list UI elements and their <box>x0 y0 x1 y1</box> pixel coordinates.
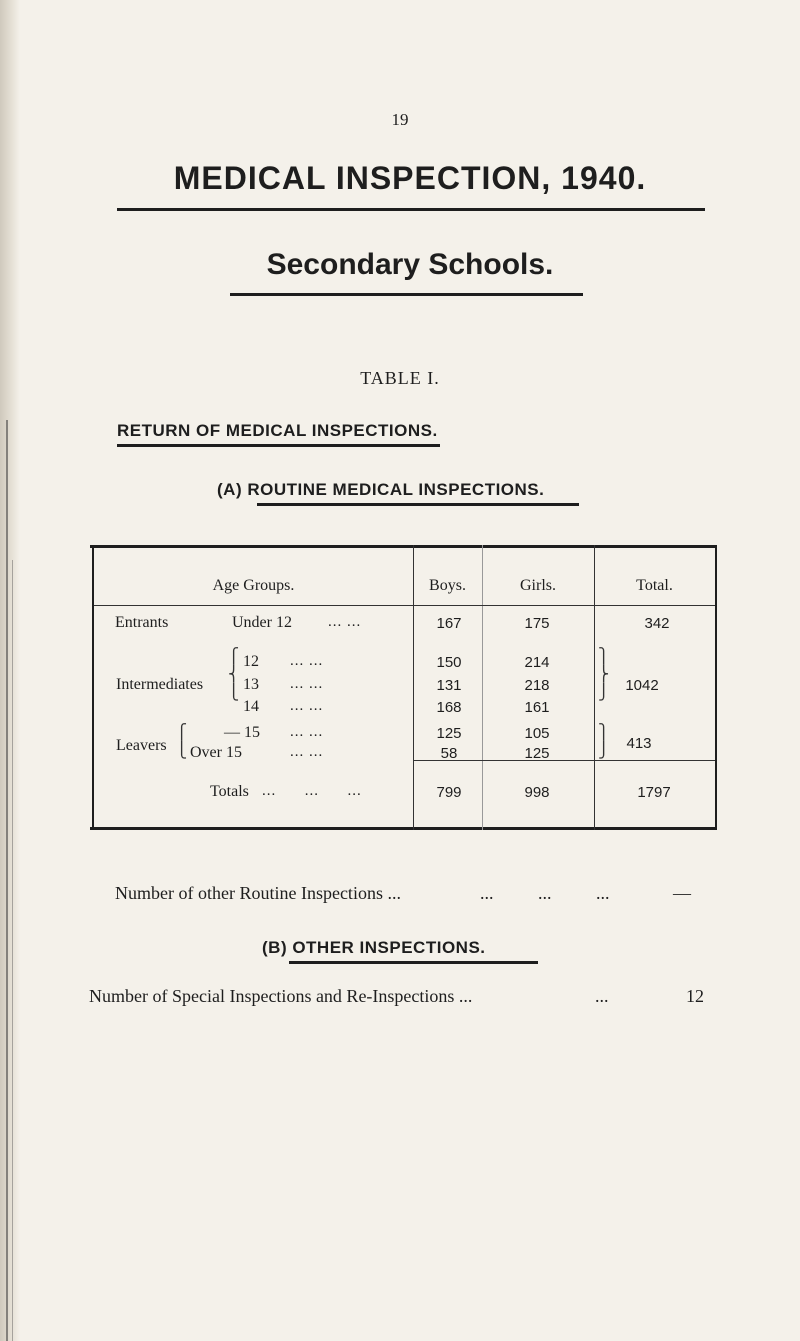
subsection-a-heading: (A) ROUTINE MEDICAL INSPECTIONS. <box>217 480 545 499</box>
subtitle-underline <box>230 293 583 296</box>
subsection-b-heading: (B) OTHER INSPECTIONS. <box>262 938 486 957</box>
age-cell: 13 <box>243 676 259 693</box>
section-heading-underline <box>117 444 440 447</box>
other-routine-label: Number of other Routine Inspections ... <box>115 883 401 903</box>
age-cell: — 15 <box>224 724 260 741</box>
header-girls: Girls. <box>520 577 556 594</box>
row-label-totals: Totals <box>210 783 249 800</box>
special-inspections-label: Number of Special Inspections and Re-Inspections ... <box>89 986 473 1006</box>
leader-dots: ... ... <box>290 698 324 714</box>
header-total: Total. <box>636 577 673 594</box>
spine-edge-line <box>6 420 8 1341</box>
leader-dots: ... ... ... <box>262 783 362 799</box>
leader-dots: ... ... <box>290 744 324 760</box>
girls-cell: 214 <box>524 654 550 671</box>
girls-cell: 125 <box>524 745 550 762</box>
total-cell: 1797 <box>637 784 671 801</box>
left-brace: ⎧ ⎩ <box>176 725 188 759</box>
special-inspections-value: 12 <box>686 986 704 1006</box>
boys-cell: 58 <box>440 745 458 762</box>
leader-dots: ... ... <box>290 724 324 740</box>
header-age-groups: Age Groups. <box>212 577 295 594</box>
boys-cell: 168 <box>436 699 462 716</box>
age-cell: Under 12 <box>232 614 292 631</box>
subsection-b-underline <box>289 961 538 964</box>
boys-cell: 167 <box>436 615 462 632</box>
section-heading: RETURN OF MEDICAL INSPECTIONS. <box>117 421 438 440</box>
right-brace: ⎫ ⎬ ⎭ <box>598 649 610 701</box>
total-cell: 342 <box>644 615 670 632</box>
leader-dots: ... ... <box>328 614 362 630</box>
age-cell: 14 <box>243 698 259 715</box>
header-divider <box>94 605 715 606</box>
girls-cell: 998 <box>524 784 550 801</box>
page-subtitle: Secondary Schools. <box>266 248 554 281</box>
leavers-total-cell: 413 <box>626 735 652 752</box>
leader-dots: ... <box>595 986 609 1006</box>
boys-cell: 125 <box>436 725 462 742</box>
boys-cell: 131 <box>436 677 462 694</box>
intermediates-total-cell: 1042 <box>625 677 659 694</box>
subsection-a-underline <box>257 503 579 506</box>
right-brace: ⎫ ⎭ <box>598 725 610 759</box>
leader-dots: ... ... <box>290 653 324 669</box>
leader-dots: ... ... <box>290 676 324 692</box>
header-boys: Boys. <box>429 577 466 594</box>
page-title: MEDICAL INSPECTION, 1940. <box>173 160 647 196</box>
girls-cell: 175 <box>524 615 550 632</box>
table-border-top <box>90 545 717 548</box>
page-number: 19 <box>391 110 409 129</box>
leader-dots: ... ... ... <box>480 883 610 903</box>
other-routine-value: — <box>673 883 691 903</box>
girls-cell: 105 <box>524 725 550 742</box>
girls-cell: 161 <box>524 699 550 716</box>
table-border-bottom <box>90 827 717 830</box>
table-border-right <box>715 545 717 830</box>
boys-cell: 150 <box>436 654 462 671</box>
row-label-intermediates: Intermediates <box>116 676 204 693</box>
row-label-entrants: Entrants <box>115 614 169 631</box>
left-brace: ⎧ ⎨ ⎩ <box>228 649 240 701</box>
girls-cell: 218 <box>524 677 550 694</box>
book-spine-shadow <box>0 0 20 1341</box>
table-label: TABLE I. <box>360 368 440 388</box>
age-cell: Over 15 <box>190 744 242 761</box>
spine-edge-line <box>12 560 13 1341</box>
age-cell: 12 <box>243 653 259 670</box>
row-label-leavers: Leavers <box>116 737 167 754</box>
boys-cell: 799 <box>436 784 462 801</box>
title-underline <box>117 208 705 211</box>
